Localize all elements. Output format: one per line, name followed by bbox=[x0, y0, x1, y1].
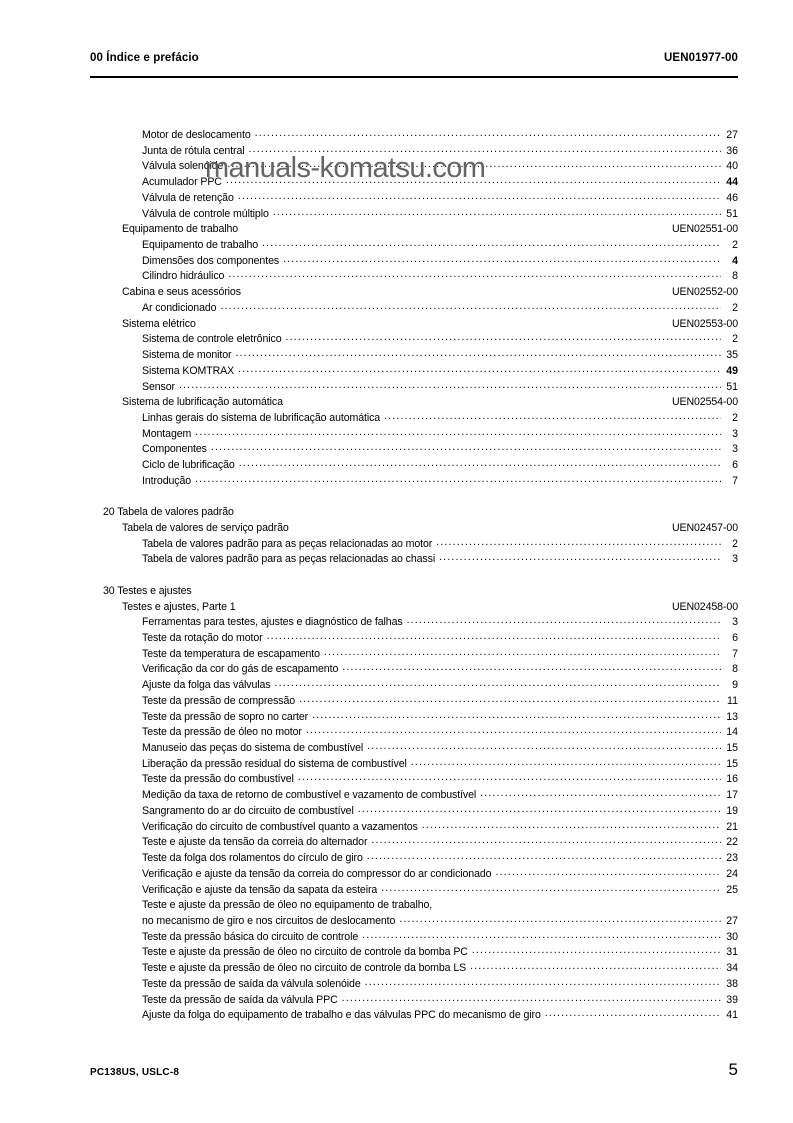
toc-entry[interactable] bbox=[90, 741, 738, 757]
toc-page-number: 17 bbox=[726, 789, 738, 802]
toc-entry[interactable] bbox=[90, 835, 738, 851]
toc-entry-label: Sistema elétrico bbox=[122, 317, 196, 330]
toc-entry[interactable] bbox=[90, 395, 738, 411]
toc-entry[interactable] bbox=[90, 883, 738, 899]
toc-leader-dots bbox=[245, 285, 669, 295]
toc-entry[interactable] bbox=[90, 285, 738, 301]
toc-page-number: 30 bbox=[726, 930, 738, 943]
toc-entry[interactable] bbox=[90, 647, 738, 663]
toc-page-number: 46 bbox=[726, 191, 738, 204]
toc-page-number: 4 bbox=[732, 254, 738, 267]
toc-leader-dots bbox=[283, 254, 721, 264]
toc-entry-label: Válvula de controle múltiplo bbox=[142, 207, 269, 220]
toc-entry-label: Ajuste da folga das válvulas bbox=[142, 679, 271, 692]
toc-entry-label: Tabela de valores de serviço padrão bbox=[122, 521, 289, 534]
toc-leader-dots bbox=[371, 835, 721, 845]
toc-entry-label: Teste da rotação do motor bbox=[142, 632, 263, 644]
toc-entry-label: Válvula solenóide bbox=[142, 160, 224, 173]
toc-leader-dots bbox=[262, 238, 721, 248]
toc-entry-label: 20 Tabela de valores padrão bbox=[103, 506, 234, 519]
table-of-contents bbox=[90, 128, 738, 1024]
toc-entry[interactable] bbox=[90, 364, 738, 380]
toc-page-number: 6 bbox=[732, 459, 738, 472]
toc-leader-dots bbox=[411, 757, 721, 767]
toc-entry[interactable] bbox=[90, 1008, 738, 1024]
toc-entry[interactable] bbox=[90, 710, 738, 726]
toc-page-number: 35 bbox=[726, 349, 738, 362]
toc-entry-label: Teste da pressão de sopro no carter bbox=[142, 710, 309, 723]
toc-document-code: UEN02554-00 bbox=[671, 396, 738, 409]
page-footer bbox=[90, 1060, 738, 1080]
toc-entry-label: Teste e ajuste da pressão de óleo no circuito de controle da bomba LS bbox=[142, 962, 467, 975]
toc-entry[interactable] bbox=[90, 804, 738, 820]
watermark-text: manuals-komatsu.com bbox=[205, 152, 486, 184]
toc-entry-label: Liberação da pressão residual do sistema de combustível bbox=[142, 757, 407, 770]
footer-page-number: 5 bbox=[728, 1060, 738, 1079]
toc-leader-dots bbox=[238, 191, 721, 201]
toc-page-number: 3 bbox=[732, 553, 738, 566]
toc-leader-dots bbox=[220, 301, 721, 311]
toc-entry[interactable] bbox=[90, 820, 738, 836]
toc-entry[interactable] bbox=[90, 380, 738, 396]
toc-page-number: 22 bbox=[726, 836, 738, 849]
toc-entry[interactable] bbox=[90, 788, 738, 804]
toc-leader-dots bbox=[267, 631, 721, 641]
toc-entry-label: Dimensões dos componentes bbox=[142, 254, 280, 267]
toc-page-number: 27 bbox=[726, 914, 738, 927]
toc-entry-label: 30 Testes e ajustes bbox=[103, 584, 192, 597]
toc-page-number: 38 bbox=[726, 977, 738, 990]
toc-leader-dots bbox=[287, 395, 669, 405]
toc-leader-dots bbox=[242, 222, 669, 232]
toc-leader-dots bbox=[240, 600, 669, 610]
toc-page-number: 31 bbox=[726, 946, 738, 959]
toc-leader-dots bbox=[470, 961, 721, 971]
toc-entry-label: Sistema de lubrificação automática bbox=[122, 396, 283, 409]
toc-page-number: 3 bbox=[732, 427, 738, 440]
toc-entry[interactable] bbox=[90, 867, 738, 883]
toc-leader-dots bbox=[480, 788, 721, 798]
page-header bbox=[90, 52, 738, 64]
toc-entry-label: Teste e ajuste da pressão de óleo no circuito de controle da bomba PC bbox=[142, 946, 468, 959]
toc-page-number: 19 bbox=[726, 804, 738, 817]
toc-entry[interactable] bbox=[90, 458, 738, 474]
toc-page-number: 36 bbox=[726, 144, 738, 157]
toc-entry[interactable] bbox=[90, 930, 738, 946]
toc-page-number: 6 bbox=[732, 632, 738, 644]
toc-leader-dots bbox=[439, 552, 721, 562]
toc-leader-dots bbox=[195, 427, 721, 437]
toc-page-number: 15 bbox=[726, 757, 738, 770]
toc-entry[interactable] bbox=[90, 332, 738, 348]
toc-entry-label: Junta de rótula central bbox=[142, 144, 245, 157]
toc-page-number: 24 bbox=[726, 867, 738, 880]
toc-page-number: 51 bbox=[726, 207, 738, 220]
toc-leader-dots bbox=[495, 867, 721, 877]
toc-leader-dots bbox=[472, 945, 721, 955]
toc-entry[interactable] bbox=[90, 600, 738, 616]
toc-document-code: UEN02458-00 bbox=[671, 600, 738, 613]
toc-page-number: 25 bbox=[726, 883, 738, 896]
footer-model-label: PC138US, USLC-8 bbox=[90, 1067, 180, 1078]
toc-document-code: UEN02552-00 bbox=[671, 286, 738, 299]
toc-entry[interactable] bbox=[90, 207, 738, 223]
toc-leader-dots bbox=[239, 458, 721, 468]
toc-entry-label: Tabela de valores padrão para as peças relacionadas ao chassi bbox=[142, 553, 436, 566]
toc-entry[interactable] bbox=[90, 317, 738, 333]
toc-entry-label: Teste e ajuste da tensão da correia do alternador bbox=[142, 836, 368, 849]
toc-leader-dots bbox=[299, 694, 721, 704]
toc-entry[interactable] bbox=[90, 584, 738, 600]
toc-entry-label: no mecanismo de giro e nos circuitos de deslocamento bbox=[142, 914, 396, 927]
toc-leader-dots bbox=[211, 442, 721, 452]
toc-entry-label: Motor de deslocamento bbox=[142, 129, 251, 141]
toc-leader-dots bbox=[195, 474, 721, 484]
toc-entry[interactable] bbox=[90, 427, 738, 443]
toc-entry-label: Ar condicionado bbox=[142, 301, 217, 314]
toc-leader-dots bbox=[286, 332, 721, 342]
toc-page-number: 51 bbox=[726, 380, 738, 393]
toc-page-number: 34 bbox=[726, 962, 738, 975]
toc-leader-dots bbox=[342, 993, 721, 1003]
toc-entry-label: Componentes bbox=[142, 443, 207, 456]
toc-page-number: 27 bbox=[726, 129, 738, 141]
toc-leader-dots bbox=[238, 505, 721, 515]
toc-page-number: 2 bbox=[732, 301, 738, 314]
toc-entry[interactable] bbox=[90, 977, 738, 993]
toc-leader-dots bbox=[179, 380, 721, 390]
toc-page-number: 23 bbox=[726, 852, 738, 865]
toc-entry-label: Teste da pressão de compressão bbox=[142, 694, 296, 707]
toc-entry[interactable] bbox=[90, 348, 738, 364]
toc-document-code: UEN02553-00 bbox=[671, 317, 738, 330]
toc-entry-label: Verificação do circuito de combustível quanto a vazamentos bbox=[142, 820, 418, 833]
toc-entry-label: Sistema de monitor bbox=[142, 349, 232, 362]
toc-leader-dots bbox=[399, 914, 721, 924]
toc-entry-label: Teste da folga dos rolamentos do círculo de giro bbox=[142, 852, 363, 865]
toc-leader-dots bbox=[275, 678, 721, 688]
toc-entry[interactable] bbox=[90, 505, 738, 521]
toc-leader-dots bbox=[384, 411, 721, 421]
toc-entry[interactable] bbox=[90, 678, 738, 694]
toc-page-number: 2 bbox=[732, 537, 738, 550]
toc-entry[interactable] bbox=[90, 662, 738, 678]
toc-entry[interactable] bbox=[90, 725, 738, 741]
toc-entry[interactable] bbox=[90, 772, 738, 788]
toc-page-number: 2 bbox=[732, 239, 738, 252]
toc-entry[interactable] bbox=[90, 851, 738, 867]
toc-entry[interactable] bbox=[90, 269, 738, 285]
header-rule bbox=[90, 76, 738, 78]
toc-entry-label: Equipamento de trabalho bbox=[122, 223, 239, 236]
toc-entry[interactable] bbox=[90, 254, 738, 270]
toc-page-number: 8 bbox=[732, 663, 738, 676]
header-document-code: UEN01977-00 bbox=[664, 52, 738, 64]
toc-entry[interactable] bbox=[90, 631, 738, 647]
toc-page-number: 7 bbox=[732, 647, 738, 660]
toc-entry-label: Teste e ajuste da pressão de óleo no equipamento de trabalho, bbox=[142, 899, 433, 912]
toc-entry[interactable] bbox=[90, 442, 738, 458]
toc-entry[interactable] bbox=[90, 993, 738, 1009]
toc-spacer bbox=[90, 490, 738, 506]
toc-leader-dots bbox=[238, 364, 721, 374]
toc-entry[interactable] bbox=[90, 898, 738, 914]
toc-spacer bbox=[90, 568, 738, 584]
toc-leader-dots bbox=[358, 804, 721, 814]
toc-leader-dots bbox=[200, 317, 669, 327]
toc-entry[interactable] bbox=[90, 615, 738, 631]
toc-leader-dots bbox=[365, 977, 721, 987]
toc-leader-dots bbox=[545, 1008, 721, 1018]
toc-entry[interactable] bbox=[90, 537, 738, 553]
toc-entry-label: Sistema de controle eletrônico bbox=[142, 333, 282, 346]
toc-entry[interactable] bbox=[90, 411, 738, 427]
toc-entry-label: Sensor bbox=[142, 380, 175, 393]
toc-entry[interactable] bbox=[90, 521, 738, 537]
toc-entry[interactable] bbox=[90, 222, 738, 238]
toc-entry-label: Medição da taxa de retorno de combustível e vazamento de combustível bbox=[142, 789, 477, 802]
toc-entry[interactable] bbox=[90, 191, 738, 207]
toc-entry-label: Válvula de retenção bbox=[142, 191, 234, 204]
toc-leader-dots bbox=[436, 898, 721, 908]
toc-document-code: UEN02457-00 bbox=[671, 521, 738, 534]
toc-entry-label: Verificação e ajuste da tensão da sapata da esteira bbox=[142, 883, 378, 896]
toc-entry-label: Testes e ajustes, Parte 1 bbox=[122, 600, 236, 613]
toc-leader-dots bbox=[235, 348, 721, 358]
toc-page-number: 15 bbox=[726, 742, 738, 755]
toc-entry[interactable] bbox=[90, 914, 738, 930]
toc-entry[interactable] bbox=[90, 945, 738, 961]
toc-page-number: 39 bbox=[726, 993, 738, 1006]
toc-entry-label: Tabela de valores padrão para as peças relacionadas ao motor bbox=[142, 537, 433, 550]
toc-leader-dots bbox=[362, 930, 721, 940]
toc-page-number: 49 bbox=[726, 364, 738, 377]
toc-page-number: 21 bbox=[726, 820, 738, 833]
toc-leader-dots bbox=[407, 615, 721, 625]
toc-leader-dots bbox=[293, 521, 669, 531]
toc-entry-label: Introdução bbox=[142, 474, 192, 487]
toc-page-number: 8 bbox=[732, 270, 738, 283]
toc-page-number: 7 bbox=[732, 474, 738, 487]
toc-page-number: 40 bbox=[726, 160, 738, 173]
toc-entry-label: Verificação da cor do gás de escapamento bbox=[142, 663, 339, 676]
header-section-title: 00 Índice e prefácio bbox=[90, 52, 199, 64]
toc-page-number: 14 bbox=[726, 726, 738, 739]
toc-entry-label: Equipamento de trabalho bbox=[142, 239, 259, 252]
toc-leader-dots bbox=[196, 584, 721, 594]
toc-page-number: 13 bbox=[726, 710, 738, 723]
toc-leader-dots bbox=[367, 741, 721, 751]
toc-entry-label: Teste da temperatura de escapamento bbox=[142, 647, 320, 660]
toc-entry-label: Linhas gerais do sistema de lubrificação automática bbox=[142, 411, 381, 424]
toc-entry-label: Verificação e ajuste da tensão da correia do compressor do ar condicionado bbox=[142, 867, 492, 880]
toc-page-number: 41 bbox=[726, 1009, 738, 1022]
toc-entry-label: Sangramento do ar do circuito de combustível bbox=[142, 804, 354, 817]
toc-leader-dots bbox=[436, 537, 721, 547]
toc-entry[interactable] bbox=[90, 757, 738, 773]
toc-leader-dots bbox=[422, 820, 721, 830]
toc-entry-label: Ajuste da folga do equipamento de trabalho e das válvulas PPC do mecanismo de giro bbox=[142, 1009, 541, 1022]
toc-leader-dots bbox=[273, 207, 721, 217]
toc-page-number: 9 bbox=[732, 679, 738, 692]
toc-document-code: UEN02551-00 bbox=[671, 223, 738, 236]
toc-entry-label: Acumulador PPC bbox=[142, 176, 222, 189]
toc-entry[interactable] bbox=[90, 474, 738, 490]
toc-entry-label: Cabina e seus acessórios bbox=[122, 286, 241, 299]
toc-leader-dots bbox=[255, 128, 721, 138]
toc-leader-dots bbox=[306, 725, 721, 735]
toc-entry-label: Sistema KOMTRAX bbox=[142, 364, 235, 377]
toc-entry-label: Teste da pressão do combustível bbox=[142, 773, 294, 786]
toc-page-number: 44 bbox=[726, 176, 738, 189]
toc-entry-label: Cilindro hidráulico bbox=[142, 270, 225, 283]
toc-page-number: 11 bbox=[727, 694, 738, 707]
toc-entry-label: Ferramentas para testes, ajustes e diagnóstico de falhas bbox=[142, 616, 403, 629]
toc-entry-label: Teste da pressão básica do circuito de controle bbox=[142, 930, 359, 943]
toc-entry-label: Manuseio das peças do sistema de combustível bbox=[142, 742, 364, 755]
toc-entry[interactable] bbox=[90, 238, 738, 254]
toc-entry-label: Teste da pressão de óleo no motor bbox=[142, 726, 302, 739]
toc-entry-label: Teste da pressão de saída da válvula solenóide bbox=[142, 977, 361, 990]
toc-leader-dots bbox=[228, 269, 721, 279]
toc-page-number: 3 bbox=[732, 616, 738, 629]
toc-page-number: 2 bbox=[732, 333, 738, 346]
toc-entry[interactable] bbox=[90, 128, 738, 144]
toc-leader-dots bbox=[298, 772, 721, 782]
toc-entry[interactable] bbox=[90, 301, 738, 317]
toc-entry[interactable] bbox=[90, 961, 738, 977]
toc-page-number: 2 bbox=[732, 411, 738, 424]
toc-page-number: 16 bbox=[726, 773, 738, 786]
toc-page-number: 3 bbox=[732, 443, 738, 456]
toc-leader-dots bbox=[381, 883, 721, 893]
toc-entry-label: Montagem bbox=[142, 427, 192, 440]
toc-leader-dots bbox=[367, 851, 721, 861]
toc-leader-dots bbox=[324, 647, 721, 657]
toc-entry[interactable] bbox=[90, 694, 738, 710]
toc-entry-label: Ciclo de lubrificação bbox=[142, 459, 235, 472]
toc-entry-label: Teste da pressão de saída da válvula PPC bbox=[142, 993, 338, 1006]
toc-leader-dots bbox=[312, 710, 721, 720]
toc-leader-dots bbox=[342, 662, 721, 672]
toc-entry[interactable] bbox=[90, 552, 738, 568]
